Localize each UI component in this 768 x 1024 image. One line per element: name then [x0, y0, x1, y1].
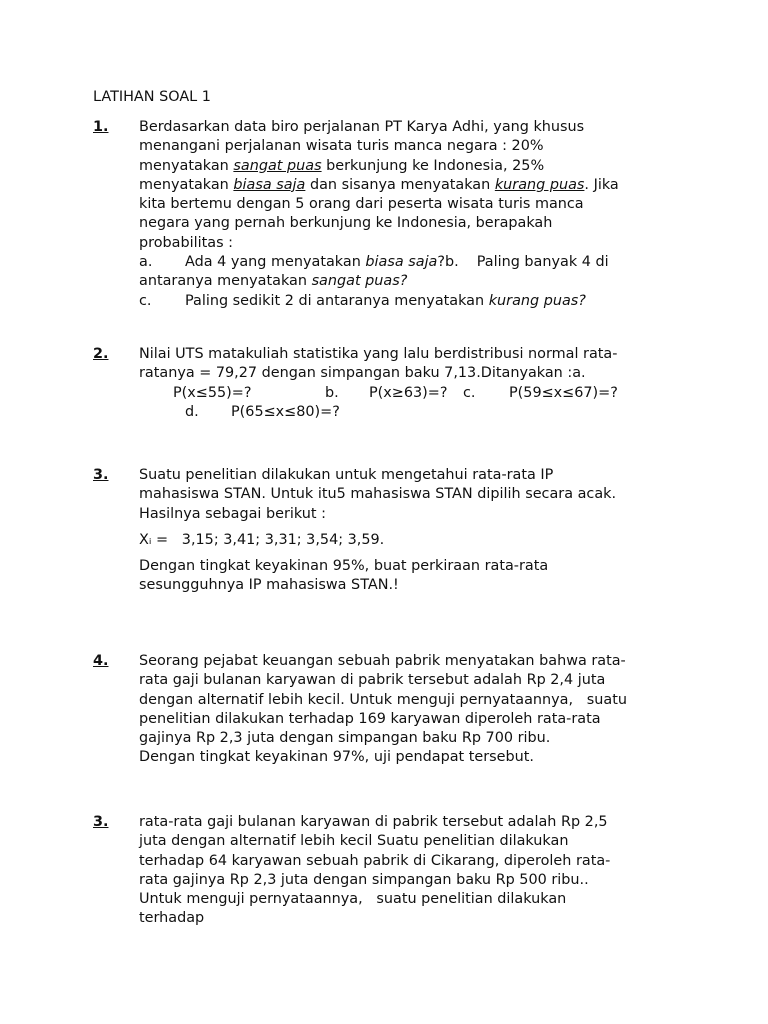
- q1-line-3-tail: berkunjung ke Indonesia, 25%: [321, 157, 545, 174]
- question-4-number: 4.: [93, 653, 109, 669]
- q1-line-4-mid: dan sisanya menyatakan: [305, 176, 495, 193]
- q2-options-row-1: [139, 384, 674, 403]
- q5-line-2: juta dengan alternatif lebih kecil Suatu penelitian dilakukan: [139, 833, 569, 850]
- q5-line-3: terhadap 64 karyawan sebuah pabrik di Cikarang, diperoleh rata-: [139, 852, 611, 869]
- q1-line-9: [139, 272, 674, 291]
- option-a-label: a.: [139, 254, 153, 271]
- question-3-text: [139, 466, 674, 596]
- term-biasa-saja: biasa saja: [233, 176, 306, 193]
- q1-line-6: negara yang pernah berkunjung ke Indonesia, berapakah: [139, 215, 553, 232]
- q5-line-1: rata-rata gaji bulanan karyawan di pabrik tersebut adalah Rp 2,5: [139, 814, 608, 830]
- q4-line-4: penelitian dilakukan terhadap 169 karyawan diperoleh rata-rata: [139, 710, 601, 727]
- option-a-text: Ada 4 yang menyatakan: [185, 254, 366, 271]
- q2-option-b-label: b.: [325, 384, 339, 401]
- option-c-italic: kurang puas?: [488, 292, 586, 309]
- q4-line-3: dengan alternatif lebih kecil. Untuk menguji pernyataannya, suatu: [139, 691, 627, 708]
- q1-line-2: menangani perjalanan wisata turis manca negara : 20%: [139, 138, 544, 155]
- term-kurang-puas: kurang puas: [494, 176, 585, 193]
- q2-options-row-2: [139, 403, 674, 422]
- q1-line-3: [139, 157, 674, 176]
- question-5-text: [139, 813, 674, 929]
- question-1-text: [139, 118, 674, 311]
- option-b-text: Paling banyak 4 di: [476, 254, 609, 271]
- q1-line-9-text: antaranya menyatakan: [139, 273, 312, 290]
- q3-line-3: Hasilnya sebagai berikut :: [139, 505, 326, 522]
- q1-line-4-text: menyatakan: [139, 176, 234, 193]
- q4-line-5: gajinya Rp 2,3 juta dengan simpangan baku Rp 700 ribu.: [139, 730, 551, 747]
- q1-line-4-tail: . Jika: [584, 176, 619, 193]
- q2-option-a: P(x≤55)=?: [173, 384, 252, 401]
- q2-option-c-label: c.: [463, 384, 476, 401]
- question-2-text: [139, 345, 674, 422]
- q5-line-4: rata gajinya Rp 2,3 juta dengan simpangan baku Rp 500 ribu..: [139, 871, 589, 888]
- q2-option-b: P(x≥63)=?: [369, 384, 448, 401]
- q3-line-2: mahasiswa STAN. Untuk itu5 mahasiswa STAN dipilih secara acak.: [139, 486, 617, 503]
- question-2-number: 2.: [93, 346, 109, 362]
- q5-line-6: terhadap: [139, 910, 205, 927]
- q1-line-5: kita bertemu dengan 5 orang dari peserta wisata turis manca: [139, 196, 584, 213]
- q1-option-c: [139, 292, 674, 311]
- question-5-number: 3.: [93, 814, 109, 830]
- term-sangat-puas: sangat puas: [233, 157, 322, 174]
- q2-option-c: P(59≤x≤67)=?: [509, 384, 618, 401]
- q3-line-1: Suatu penelitian dilakukan untuk mengetahui rata-rata IP: [139, 467, 554, 483]
- q1-line-1: Berdasarkan data biro perjalanan PT Karya Adhi, yang khusus: [139, 119, 585, 135]
- q5-line-5: Untuk menguji pernyataannya, suatu penelitian dilakukan: [139, 891, 567, 908]
- q2-line-2: ratanya = 79,27 dengan simpangan baku 7,13.Ditanyakan :a.: [139, 365, 586, 382]
- option-c-text: Paling sedikit 2 di antaranya menyatakan: [185, 292, 489, 309]
- option-b-label: ?b.: [437, 254, 459, 271]
- question-1-number: 1.: [93, 119, 109, 135]
- page-title: LATIHAN SOAL 1: [93, 89, 211, 105]
- q3-line-5: Dengan tingkat keyakinan 95%, buat perkiraan rata-rata: [139, 558, 549, 575]
- q4-line-1: Seorang pejabat keuangan sebuah pabrik menyatakan bahwa rata-: [139, 653, 626, 669]
- q1-line-4: [139, 176, 674, 195]
- question-4-text: [139, 652, 674, 768]
- q3-data-values: Xᵢ = 3,15; 3,41; 3,31; 3,54; 3,59.: [139, 531, 385, 548]
- q4-line-2: rata gaji bulanan karyawan di pabrik tersebut adalah Rp 2,4 juta: [139, 672, 606, 689]
- q2-option-d: P(65≤x≤80)=?: [231, 403, 340, 420]
- q1-option-a: [139, 253, 674, 272]
- q1-line-9-italic: sangat puas?: [311, 273, 408, 290]
- q2-line-1: Nilai UTS matakuliah statistika yang lalu berdistribusi normal rata-: [139, 346, 618, 362]
- question-3-number: 3.: [93, 467, 109, 483]
- q1-line-7: probabilitas :: [139, 234, 234, 251]
- q3-line-6: sesungguhnya IP mahasiswa STAN.!: [139, 577, 399, 594]
- q2-option-d-label: d.: [185, 403, 199, 420]
- option-a-italic: biasa saja: [365, 254, 438, 271]
- option-c-label: c.: [139, 292, 152, 309]
- q1-line-3-text: menyatakan: [139, 157, 234, 174]
- q4-line-6: Dengan tingkat keyakinan 97%, uji pendapat tersebut.: [139, 749, 534, 766]
